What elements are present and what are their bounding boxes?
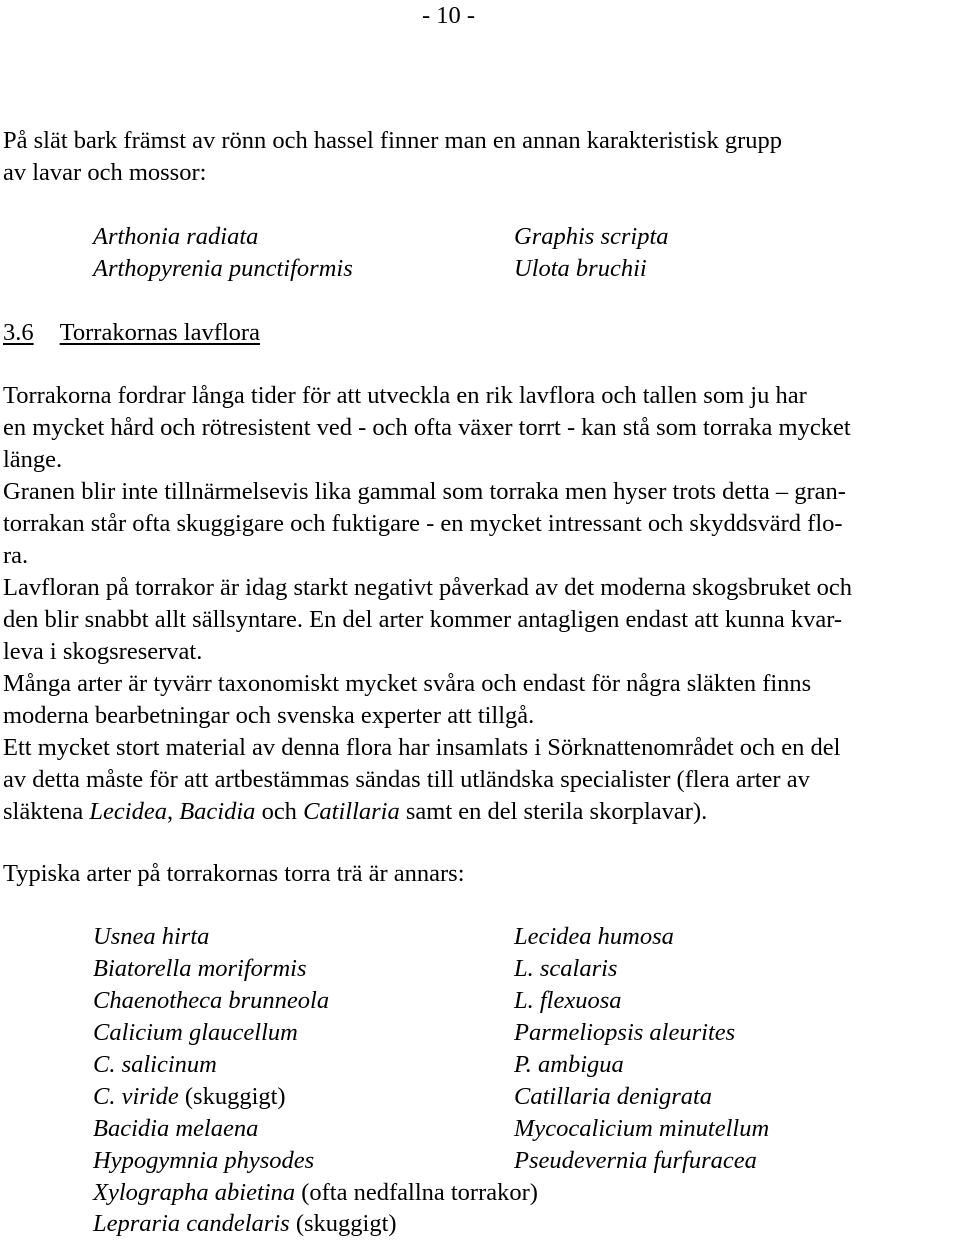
species-name: Bacidia melaena	[93, 1115, 259, 1142]
body-line: av detta måste för att artbestämmas sändas till utländska specialister (flera arter av	[3, 766, 810, 793]
species-entry	[93, 1081, 286, 1113]
species-name: Catillaria denigrata	[514, 1083, 713, 1110]
species-name: Pseudevernia furfuracea	[514, 1147, 757, 1174]
text-run: släktena	[3, 798, 90, 825]
species-name: Biatorella moriformis	[93, 955, 307, 982]
body-line: Granen blir inte tillnärmelsevis lika gammal som torraka men hyser trots detta – gran-	[3, 478, 846, 505]
text-run: ,	[166, 798, 180, 825]
species-name: Xylographa abietina	[93, 1179, 296, 1206]
body-line: Ett mycket stort material av denna flora har insamlats i Sörknattenområdet och en del	[3, 734, 841, 761]
body-line: leva i skogsreservat.	[3, 638, 203, 665]
body-line: torrakan står ofta skuggigare och fuktigare - en mycket intressant och skyddsvärd flo-	[3, 510, 843, 537]
body-line: ra.	[3, 542, 29, 569]
species-entry	[93, 1017, 298, 1049]
page-number: - 10 -	[422, 2, 476, 29]
text-run: samt en del sterila skorplavar).	[399, 798, 708, 825]
body-line: den blir snabbt allt sällsyntare. En del arter kommer antagligen endast att kunna kvar-	[3, 606, 843, 633]
species-entry	[93, 921, 209, 953]
species-entry	[93, 1049, 217, 1081]
body-line: Lavfloran på torrakor är idag starkt negativt påverkad av det moderna skogsbruket och	[3, 574, 853, 601]
species-name: Arthonia radiata	[93, 223, 259, 250]
species-name: Mycocalicium minutellum	[514, 1115, 770, 1142]
species-note: (ofta nedfallna torrakor)	[295, 1179, 538, 1206]
body-line: Torrakorna fordrar långa tider för att utveckla en rik lavflora och tallen som ju har	[3, 382, 807, 409]
genus-name: Bacidia	[179, 798, 256, 825]
section-heading	[3, 317, 260, 349]
species-entry	[93, 1177, 538, 1209]
species-name: Arthopyrenia punctiformis	[93, 255, 353, 282]
species-name: Lepraria candelaris	[93, 1210, 290, 1237]
intro-line: av lavar och mossor:	[3, 159, 207, 186]
species-name: C. viride	[93, 1083, 179, 1110]
species-name: Parmeliopsis aleurites	[514, 1019, 736, 1046]
section-number: 3.6	[3, 319, 34, 346]
body-line: länge.	[3, 446, 63, 473]
body-line: en mycket hård och rötresistent ved - och ofta växer torrt - kan stå som torraka mycket	[3, 414, 851, 441]
text-run: och	[255, 798, 304, 825]
species-name: Calicium glaucellum	[93, 1019, 298, 1046]
species-name: L. flexuosa	[514, 987, 622, 1014]
species-entry	[93, 1113, 258, 1145]
species-note: (skuggigt)	[289, 1210, 397, 1237]
typical-species-intro: Typiska arter på torrakornas torra trä är annars:	[3, 860, 465, 887]
species-name: Usnea hirta	[93, 923, 210, 950]
species-name: L. scalaris	[514, 955, 618, 982]
species-name: Ulota bruchii	[514, 255, 647, 282]
genus-name: Lecidea	[89, 798, 167, 825]
species-name: Hypogymnia physodes	[93, 1147, 315, 1174]
body-line: moderna bearbetningar och svenska experter att tillgå.	[3, 702, 535, 729]
species-name: Lecidea humosa	[514, 923, 674, 950]
species-name: Chaenotheca brunneola	[93, 987, 330, 1014]
species-entry	[93, 1208, 397, 1240]
species-name: Graphis scripta	[514, 223, 669, 250]
species-note: (skuggigt)	[178, 1083, 286, 1110]
species-name: C. salicinum	[93, 1051, 217, 1078]
species-entry	[93, 1145, 314, 1177]
species-name: P. ambigua	[514, 1051, 624, 1078]
section-title: Torrakornas lavflora	[59, 319, 260, 346]
species-entry	[93, 953, 306, 985]
body-line	[3, 796, 707, 828]
genus-name: Catillaria	[303, 798, 400, 825]
intro-line: På slät bark främst av rönn och hassel finner man en annan karakteristisk grupp	[3, 127, 782, 154]
body-line: Många arter är tyvärr taxonomiskt mycket svåra och endast för några släkten finns	[3, 670, 812, 697]
species-entry	[93, 985, 329, 1017]
